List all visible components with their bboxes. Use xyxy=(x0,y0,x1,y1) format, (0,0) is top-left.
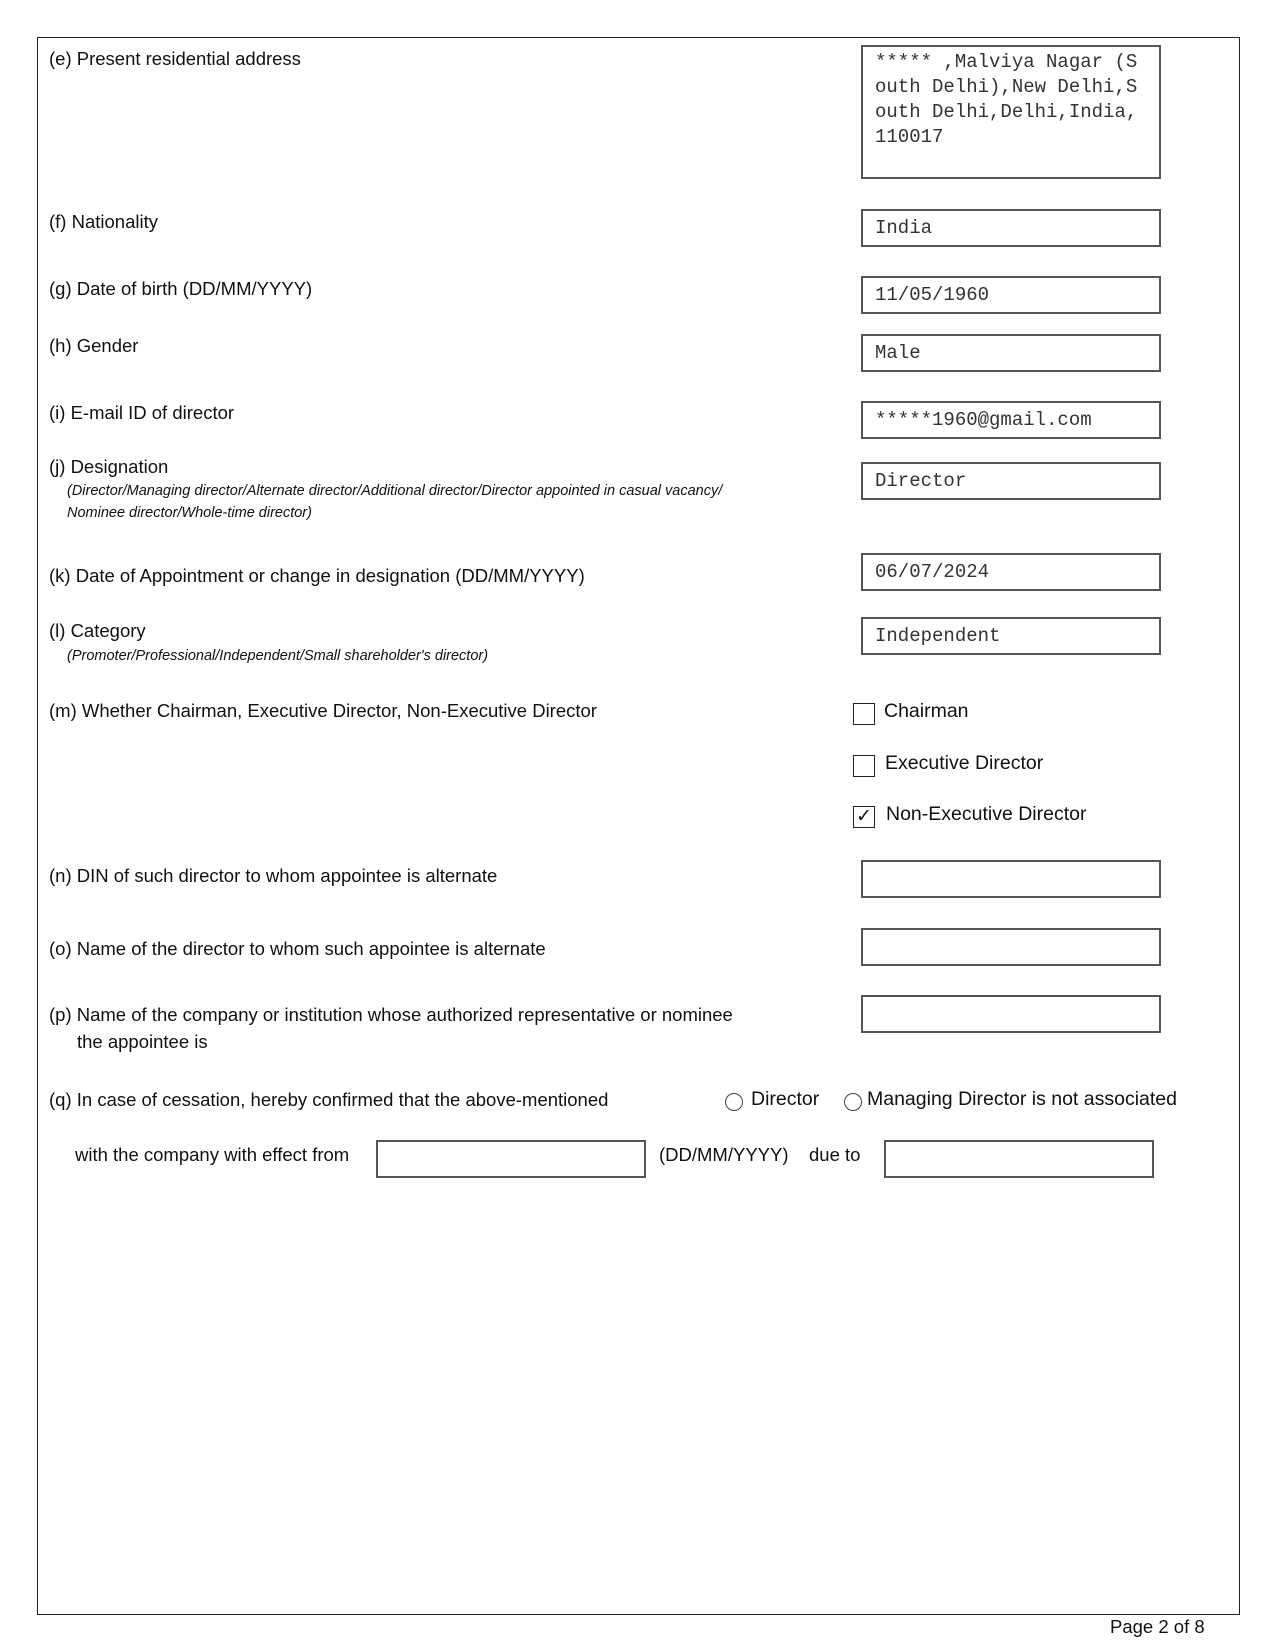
designation-note-line2: Nominee director/Whole-time director) xyxy=(67,505,312,521)
label-date-of-birth: (g) Date of birth (DD/MM/YYYY) xyxy=(49,278,313,299)
date-of-birth-field[interactable]: 11/05/1960 xyxy=(861,276,1161,314)
non-executive-director-checkbox[interactable]: ✓ xyxy=(853,806,875,828)
present-address-field[interactable]: ***** ,Malviya Nagar (South Delhi),New Delhi,South Delhi,Delhi,India,110017 xyxy=(861,45,1161,179)
company-institution-field[interactable] xyxy=(861,995,1161,1033)
label-gender: (h) Gender xyxy=(49,335,139,356)
director-radio-label: Director xyxy=(751,1088,820,1110)
chairman-checkbox[interactable] xyxy=(853,703,875,725)
label-director-type: (m) Whether Chairman, Executive Director, Non-Executive Director xyxy=(49,700,597,721)
date-format-hint: (DD/MM/YYYY) xyxy=(659,1144,789,1165)
label-din-alternate: (n) DIN of such director to whom appointee is alternate xyxy=(49,865,498,886)
label-date-of-appointment: (k) Date of Appointment or change in designation (DD/MM/YYYY) xyxy=(49,565,585,586)
director-radio[interactable] xyxy=(725,1093,743,1111)
page-number: Page 2 of 8 xyxy=(1110,1616,1205,1637)
label-email: (i) E-mail ID of director xyxy=(49,402,235,423)
label-effect-from: with the company with effect from xyxy=(75,1144,350,1165)
din-alternate-field[interactable] xyxy=(861,860,1161,898)
cessation-reason-field[interactable] xyxy=(884,1140,1154,1178)
label-present-address: (e) Present residential address xyxy=(49,48,301,69)
label-designation: (j) Designation xyxy=(49,456,169,477)
label-company-institution-line2: the appointee is xyxy=(77,1031,208,1052)
label-due-to: due to xyxy=(809,1144,861,1165)
label-name-alternate: (o) Name of the director to whom such appointee is alternate xyxy=(49,938,546,959)
executive-director-label: Executive Director xyxy=(885,752,1044,774)
date-of-appointment-field[interactable]: 06/07/2024 xyxy=(861,553,1161,591)
label-nationality: (f) Nationality xyxy=(49,211,158,232)
non-executive-director-label: Non-Executive Director xyxy=(886,803,1087,825)
label-category: (l) Category xyxy=(49,620,146,641)
designation-field[interactable]: Director xyxy=(861,462,1161,500)
managing-director-radio[interactable] xyxy=(844,1093,862,1111)
name-alternate-field[interactable] xyxy=(861,928,1161,966)
executive-director-checkbox[interactable] xyxy=(853,755,875,777)
nationality-field[interactable]: India xyxy=(861,209,1161,247)
designation-note-line1: (Director/Managing director/Alternate director/Additional director/Director appointed in casual vacancy/ xyxy=(67,483,723,499)
label-cessation: (q) In case of cessation, hereby confirmed that the above-mentioned xyxy=(49,1089,609,1110)
label-company-institution: (p) Name of the company or institution whose authorized representative or nominee xyxy=(49,1004,733,1025)
form-frame xyxy=(37,37,1240,1615)
chairman-label: Chairman xyxy=(884,700,969,722)
managing-director-radio-label: Managing Director is not associated xyxy=(867,1088,1177,1110)
cessation-date-field[interactable] xyxy=(376,1140,646,1178)
email-field[interactable]: *****1960@gmail.com xyxy=(861,401,1161,439)
category-note: (Promoter/Professional/Independent/Small shareholder's director) xyxy=(67,648,489,664)
category-field[interactable]: Independent xyxy=(861,617,1161,655)
gender-field[interactable]: Male xyxy=(861,334,1161,372)
